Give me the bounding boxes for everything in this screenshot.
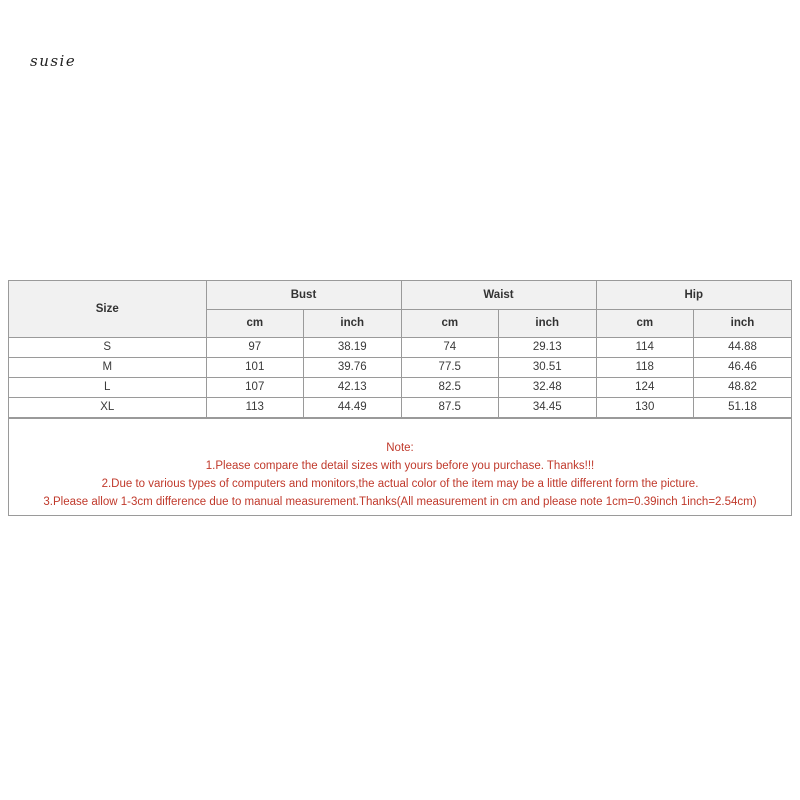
size-cell: S bbox=[9, 337, 206, 357]
unit-header: inch bbox=[499, 309, 597, 337]
measure-cell: 38.19 bbox=[304, 337, 402, 357]
size-column-header: Size bbox=[9, 281, 206, 337]
unit-header: inch bbox=[694, 309, 792, 337]
group-header-row bbox=[9, 281, 791, 309]
measure-cell: 97 bbox=[206, 337, 304, 357]
unit-header: inch bbox=[304, 309, 402, 337]
note-line: 2.Due to various types of computers and monitors,the actual color of the item may be a little different form the picture. bbox=[101, 477, 699, 490]
waist-group-header: Waist bbox=[401, 281, 596, 309]
measure-cell: 130 bbox=[596, 397, 694, 417]
unit-header: cm bbox=[206, 309, 304, 337]
note-line: 3.Please allow 1-3cm difference due to manual measurement.Thanks(All measurement in cm and please note 1cm=0.39inch 1inch=2.54cm) bbox=[43, 495, 757, 508]
measure-cell: 101 bbox=[206, 357, 304, 377]
bust-group-header: Bust bbox=[206, 281, 401, 309]
measure-cell: 29.13 bbox=[499, 337, 597, 357]
size-cell: XL bbox=[9, 397, 206, 417]
size-cell: L bbox=[9, 377, 206, 397]
note-line: 1.Please compare the detail sizes with yours before you purchase. Thanks!!! bbox=[205, 459, 595, 472]
measure-cell: 87.5 bbox=[401, 397, 499, 417]
table-row bbox=[9, 377, 791, 397]
measure-cell: 114 bbox=[596, 337, 694, 357]
measure-cell: 124 bbox=[596, 377, 694, 397]
measure-cell: 42.13 bbox=[304, 377, 402, 397]
measure-cell: 34.45 bbox=[499, 397, 597, 417]
table-row bbox=[9, 337, 791, 357]
notes-section bbox=[9, 418, 791, 515]
measure-cell: 51.18 bbox=[694, 397, 792, 417]
measure-cell: 107 bbox=[206, 377, 304, 397]
size-cell: M bbox=[9, 357, 206, 377]
unit-header: cm bbox=[596, 309, 694, 337]
measure-cell: 82.5 bbox=[401, 377, 499, 397]
measure-cell: 30.51 bbox=[499, 357, 597, 377]
measure-cell: 77.5 bbox=[401, 357, 499, 377]
measure-cell: 39.76 bbox=[304, 357, 402, 377]
measure-cell: 46.46 bbox=[694, 357, 792, 377]
table-row bbox=[9, 397, 791, 417]
table-row bbox=[9, 357, 791, 377]
size-chart bbox=[8, 280, 792, 516]
measure-cell: 48.82 bbox=[694, 377, 792, 397]
measure-cell: 32.48 bbox=[499, 377, 597, 397]
size-table bbox=[9, 281, 791, 418]
measure-cell: 74 bbox=[401, 337, 499, 357]
measure-cell: 44.49 bbox=[304, 397, 402, 417]
measure-cell: 113 bbox=[206, 397, 304, 417]
note-title: Note: bbox=[386, 441, 414, 454]
measure-cell: 118 bbox=[596, 357, 694, 377]
measure-cell: 44.88 bbox=[694, 337, 792, 357]
unit-header: cm bbox=[401, 309, 499, 337]
hip-group-header: Hip bbox=[596, 281, 791, 309]
brand-watermark: susie bbox=[30, 52, 77, 70]
